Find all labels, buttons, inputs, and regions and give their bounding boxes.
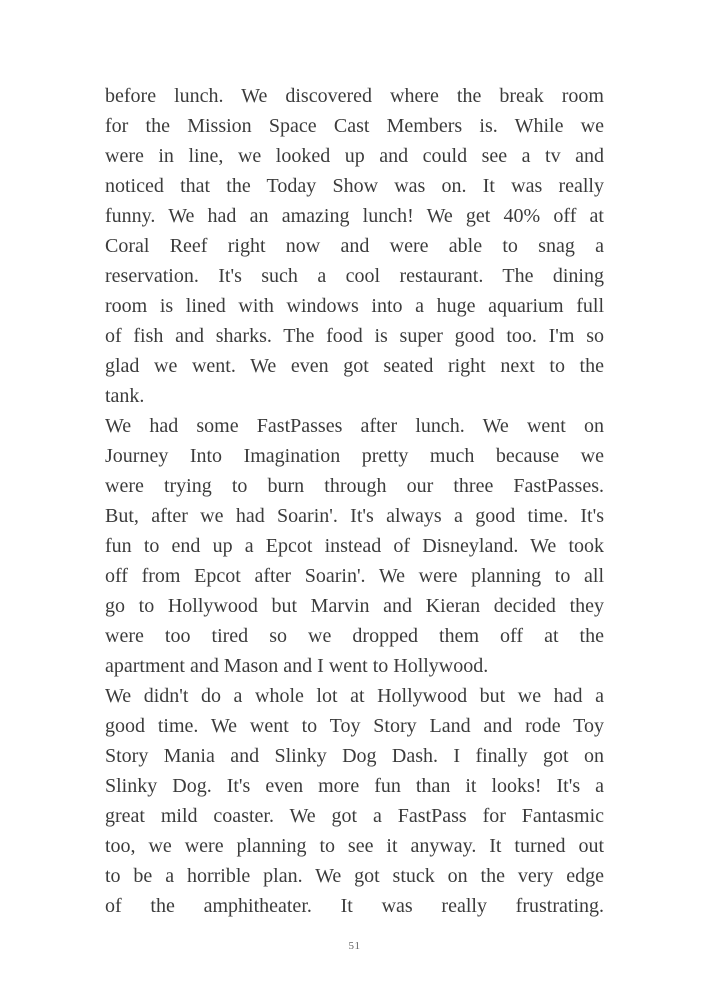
text-line: of the amphitheater. It was really frustrating. bbox=[105, 895, 604, 917]
text-line: But, after we had Soarin'. It's always a good time. It's bbox=[105, 505, 604, 527]
text-line: were trying to burn through our three FastPasses. bbox=[105, 475, 604, 497]
text-line: of fish and sharks. The food is super good too. I'm so bbox=[105, 325, 604, 347]
text-line: We didn't do a whole lot at Hollywood but we had a bbox=[105, 685, 604, 707]
text-line: glad we went. We even got seated right next to the bbox=[105, 355, 604, 377]
text-line: room is lined with windows into a huge aquarium full bbox=[105, 295, 604, 317]
text-line: good time. We went to Toy Story Land and rode Toy bbox=[105, 715, 604, 737]
text-line: Journey Into Imagination pretty much because we bbox=[105, 445, 604, 467]
text-line: for the Mission Space Cast Members is. While we bbox=[105, 115, 604, 137]
text-line: tank. bbox=[105, 385, 145, 407]
text-line: great mild coaster. We got a FastPass for Fantasmic bbox=[105, 805, 604, 827]
text-line: apartment and Mason and I went to Hollywood. bbox=[105, 655, 489, 677]
text-line: Coral Reef right now and were able to snag a bbox=[105, 235, 604, 257]
text-line: to be a horrible plan. We got stuck on the very edge bbox=[105, 865, 604, 887]
text-line: Slinky Dog. It's even more fun than it looks! It's a bbox=[105, 775, 604, 797]
text-line: funny. We had an amazing lunch! We get 40% off at bbox=[105, 205, 604, 227]
text-line: reservation. It's such a cool restaurant. The dining bbox=[105, 265, 604, 287]
text-line: before lunch. We discovered where the break room bbox=[105, 85, 604, 107]
text-line: We had some FastPasses after lunch. We went on bbox=[105, 415, 604, 437]
text-line: were in line, we looked up and could see a tv and bbox=[105, 145, 604, 167]
page-number: 51 bbox=[348, 940, 361, 952]
text-line: go to Hollywood but Marvin and Kieran decided they bbox=[105, 595, 604, 617]
text-line: off from Epcot after Soarin'. We were planning to all bbox=[105, 565, 604, 587]
text-line: fun to end up a Epcot instead of Disneyland. We took bbox=[105, 535, 604, 557]
text-line: Story Mania and Slinky Dog Dash. I finally got on bbox=[105, 745, 604, 767]
text-line: noticed that the Today Show was on. It was really bbox=[105, 175, 604, 197]
text-line: too, we were planning to see it anyway. It turned out bbox=[105, 835, 604, 857]
page-text-block bbox=[105, 81, 604, 921]
text-line: were too tired so we dropped them off at the bbox=[105, 625, 604, 647]
